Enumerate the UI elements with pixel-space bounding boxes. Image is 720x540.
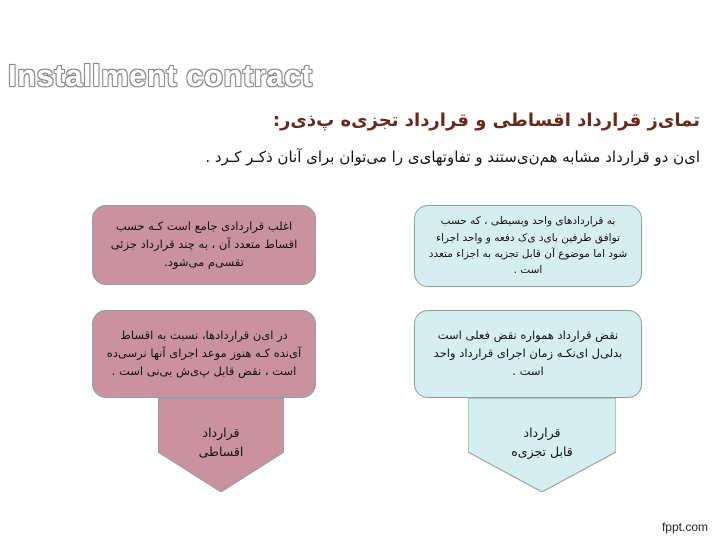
slide-title: Installment contract bbox=[8, 58, 313, 93]
divisible-description-box bbox=[414, 205, 642, 287]
installment-breach-text: در ای‌ن قراردادها، نسبت به اقساط آی‌نده کـه هنوز موعد اجرای آنها نرسی‌ده است ، نقض قابل پ‌ی‌ش بی‌نی است . bbox=[106, 328, 302, 378]
divisible-contract-label-line1: قرارداد bbox=[523, 425, 561, 440]
footer-watermark: fppt.com bbox=[661, 520, 708, 534]
installment-contract-label bbox=[158, 424, 284, 462]
installment-breach-box bbox=[92, 310, 316, 398]
divisible-breach-text: نقض قرارداد همواره نقض فعلی است بدلی‌ل ای‌نکـه زمان اجرای قرارداد واحد است . bbox=[433, 328, 623, 378]
installment-description-box bbox=[92, 205, 316, 285]
divisible-description-text: به قراردادهای واحد وبسیطی ، که حسب توافق طرفین بای‌د ی‌ک دفعه و واحد اجراء شود اما موضوع آن قابل تجزیه به اجزاء متعدد است . bbox=[428, 215, 628, 277]
divisible-breach-box bbox=[414, 310, 642, 398]
section-heading: تمای‌ز قرارداد اقساطی و قرارداد تجزی‌ه پ‌ذی‌ر: bbox=[272, 110, 700, 131]
installment-description-text: اغلب قراردادی جامع است کـه حسب اقساط متعدد آن ، به چند قرارداد جزئی تقسی‌م می‌شود. bbox=[110, 219, 298, 269]
installment-contract-label-line2: اقساطی bbox=[198, 443, 244, 459]
intro-text: ای‌ن دو قرارداد مشابه هم‌ن‌ی‌ستند و تفاوتهای‌ی را می‌توان برای آنان ذکـر کـرد . bbox=[205, 148, 700, 166]
installment-contract-diamond bbox=[158, 398, 284, 492]
divisible-contract-label bbox=[468, 424, 616, 462]
divisible-contract-label-line2: قابل تجزی‌ه bbox=[511, 443, 573, 459]
divisible-contract-diamond bbox=[468, 398, 616, 492]
installment-contract-label-line1: قرارداد bbox=[202, 425, 240, 440]
